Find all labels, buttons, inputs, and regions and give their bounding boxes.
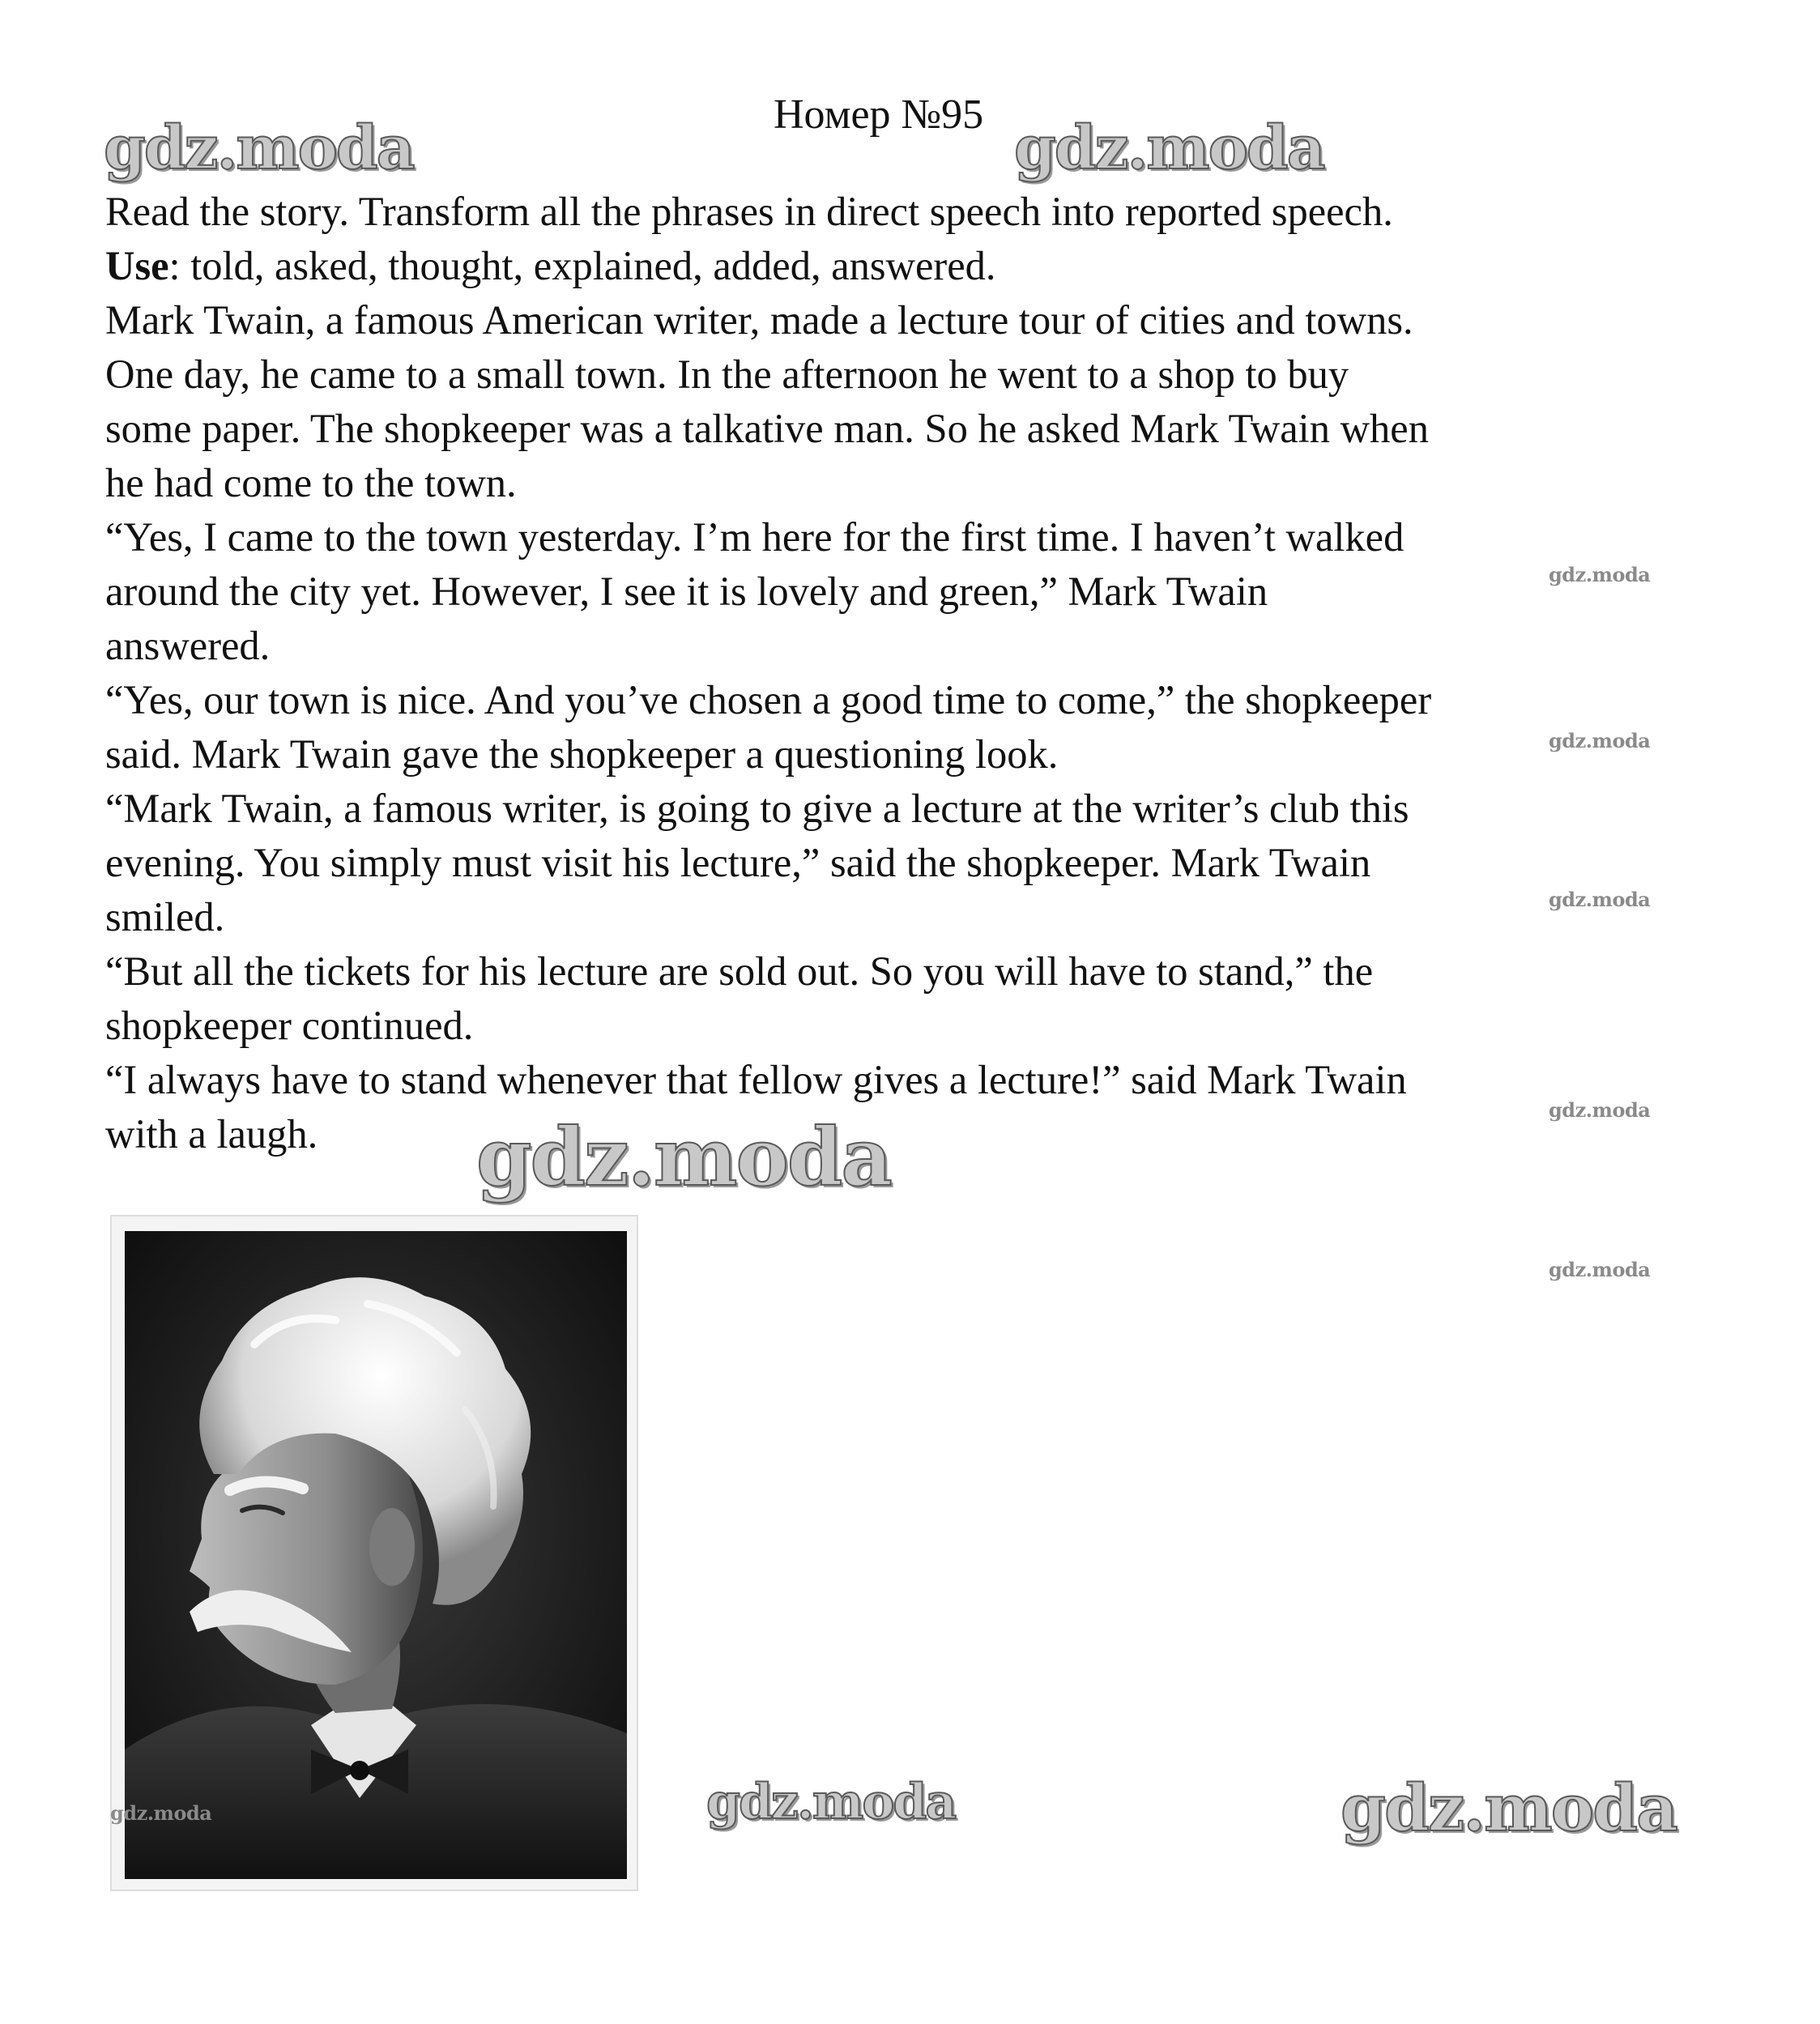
- watermark-logo: gdz.moda: [104, 113, 414, 183]
- use-words: : told, asked, thought, explained, added, answered.: [168, 243, 996, 288]
- story-line: with a laugh.: [105, 1111, 318, 1157]
- story-line: smiled.: [105, 894, 225, 940]
- exercise-text: [105, 185, 1725, 1161]
- story-line: “I always have to stand whenever that fellow gives a lecture!” said Mark Twain: [105, 1057, 1407, 1102]
- story-line: around the city yet. However, I see it is lovely and green,” Mark Twain: [105, 569, 1268, 614]
- watermark-logo: gdz.moda: [706, 1774, 956, 1830]
- story-line: One day, he came to a small town. In the afternoon he went to a shop to buy: [105, 352, 1349, 397]
- watermark-small: gdz.moda: [1549, 563, 1651, 586]
- story-line: he had come to the town.: [105, 460, 517, 505]
- story-line: said. Mark Twain gave the shopkeeper a questioning look.: [105, 731, 1059, 777]
- watermark-logo: gdz.moda: [1340, 1770, 1677, 1846]
- story-line: “Mark Twain, a famous writer, is going to give a lecture at the writer’s club this: [105, 786, 1409, 831]
- story-line: “But all the tickets for his lecture are sold out. So you will have to stand,” the: [105, 948, 1374, 994]
- story-line: “Yes, our town is nice. And you’ve chosen a good time to come,” the shopkeeper: [105, 677, 1432, 722]
- watermark-logo: gdz.moda: [476, 1111, 891, 1204]
- page-title: Номер №95: [774, 92, 984, 138]
- use-label: Use: [105, 243, 169, 288]
- story-line: evening. You simply must visit his lecture,” said the shopkeeper. Mark Twain: [105, 840, 1371, 885]
- story-line: “Yes, I came to the town yesterday. I’m here for the first time. I haven’t walked: [105, 514, 1404, 560]
- watermark-small: gdz.moda: [1549, 888, 1651, 911]
- watermark-small: gdz.moda: [1549, 1258, 1651, 1281]
- mark-twain-photo: [110, 1215, 638, 1891]
- watermark-small: gdz.moda: [1549, 1098, 1651, 1122]
- story-line: shopkeeper continued.: [105, 1003, 474, 1048]
- story-line: some paper. The shopkeeper was a talkative man. So he asked Mark Twain when: [105, 406, 1429, 451]
- watermark-small: gdz.moda: [1549, 729, 1651, 752]
- portrait-image: [125, 1231, 627, 1879]
- watermark-small: gdz.moda: [110, 1801, 212, 1825]
- story-line: answered.: [105, 623, 271, 668]
- task-instruction: Read the story. Transform all the phrases in direct speech into reported speech.: [105, 189, 1393, 234]
- story-line: Mark Twain, a famous American writer, made a lecture tour of cities and towns.: [105, 297, 1413, 343]
- task-use-line: [105, 239, 1725, 293]
- watermark-logo: gdz.moda: [1014, 113, 1324, 183]
